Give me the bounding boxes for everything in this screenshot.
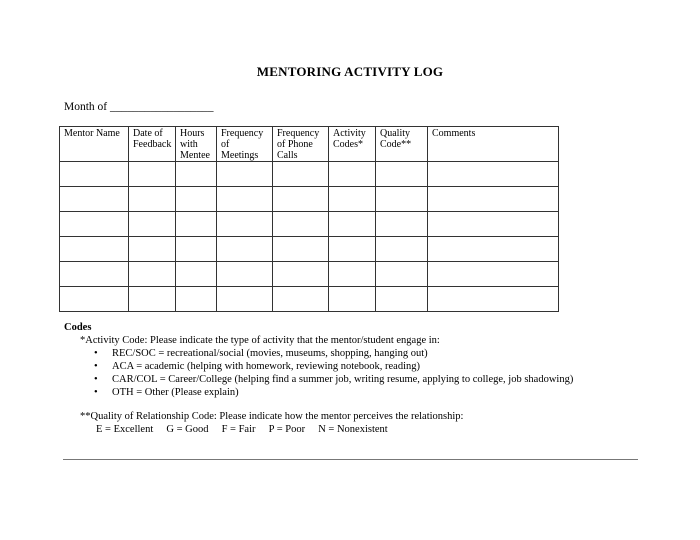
table-cell[interactable]: [176, 237, 217, 262]
table-cell[interactable]: [129, 212, 176, 237]
activity-log-table: [59, 126, 559, 312]
table-cell[interactable]: [273, 262, 329, 287]
month-field-label: Month of __________________: [64, 101, 214, 113]
table-cell[interactable]: [329, 212, 376, 237]
table-cell[interactable]: [329, 187, 376, 212]
table-cell[interactable]: [176, 162, 217, 187]
table-cell[interactable]: [273, 287, 329, 312]
table-cell[interactable]: [217, 187, 273, 212]
list-item-text: ACA = academic (helping with homework, reviewing notebook, reading): [112, 361, 421, 372]
table-cell[interactable]: [428, 212, 559, 237]
codes-section: [64, 321, 684, 436]
table-cell[interactable]: [217, 262, 273, 287]
table-cell[interactable]: [129, 262, 176, 287]
column-header-frequency-of-meetings: Frequency of Meetings: [217, 127, 273, 162]
table-row: [60, 287, 559, 312]
quality-code-scale: E = Excellent G = Good F = Fair P = Poor N = Nonexistent: [96, 424, 388, 435]
table-cell[interactable]: [217, 162, 273, 187]
list-item-text: OTH = Other (Please explain): [112, 387, 239, 398]
table-row: [60, 187, 559, 212]
table-cell[interactable]: [217, 287, 273, 312]
codes-heading: Codes: [64, 322, 92, 333]
table-cell[interactable]: [217, 237, 273, 262]
column-header-hours-with-mentee: Hours with Mentee: [176, 127, 217, 162]
table-row: [60, 212, 559, 237]
activity-code-intro: *Activity Code: Please indicate the type of activity that the mentor/student engage in:: [80, 335, 440, 346]
table-cell[interactable]: [129, 162, 176, 187]
table-cell[interactable]: [428, 187, 559, 212]
table-cell[interactable]: [176, 187, 217, 212]
footer-divider: [63, 459, 638, 460]
table-cell[interactable]: [273, 162, 329, 187]
page-title: MENTORING ACTIVITY LOG: [256, 64, 444, 79]
table-cell[interactable]: [376, 262, 428, 287]
column-header-date-of-feedback: Date of Feedback: [129, 127, 176, 162]
table-row: [60, 262, 559, 287]
table-cell[interactable]: [273, 187, 329, 212]
table-cell[interactable]: [376, 187, 428, 212]
list-item: [94, 360, 684, 373]
table-header-row: [60, 127, 559, 162]
table-cell[interactable]: [176, 287, 217, 312]
column-header-activity-codes: Activity Codes*: [329, 127, 376, 162]
table-cell[interactable]: [329, 287, 376, 312]
quality-code-intro: **Quality of Relationship Code: Please indicate how the mentor perceives the relationship:: [80, 411, 464, 422]
table-cell[interactable]: [428, 262, 559, 287]
column-header-frequency-of-phone-calls: Frequency of Phone Calls: [273, 127, 329, 162]
bullet-icon: •: [94, 374, 98, 385]
list-item-text: REC/SOC = recreational/social (movies, museums, shopping, hanging out): [112, 348, 428, 359]
list-item: [94, 347, 684, 360]
table-row: [60, 237, 559, 262]
table-cell[interactable]: [273, 212, 329, 237]
table-cell[interactable]: [428, 287, 559, 312]
activity-code-list: [64, 347, 684, 399]
table-cell[interactable]: [60, 212, 129, 237]
bullet-icon: •: [94, 361, 98, 372]
table-cell[interactable]: [273, 237, 329, 262]
table-row: [60, 162, 559, 187]
table-cell[interactable]: [129, 187, 176, 212]
column-header-quality-code: Quality Code**: [376, 127, 428, 162]
bullet-icon: •: [94, 348, 98, 359]
table-cell[interactable]: [376, 162, 428, 187]
bullet-icon: •: [94, 387, 98, 398]
table-cell[interactable]: [376, 237, 428, 262]
column-header-comments: Comments: [428, 127, 559, 162]
table-cell[interactable]: [129, 237, 176, 262]
table-cell[interactable]: [176, 212, 217, 237]
table-cell[interactable]: [60, 262, 129, 287]
table-cell[interactable]: [428, 162, 559, 187]
table-cell[interactable]: [376, 212, 428, 237]
table-cell[interactable]: [376, 287, 428, 312]
table-cell[interactable]: [329, 262, 376, 287]
list-item: [94, 386, 684, 399]
table-cell[interactable]: [60, 237, 129, 262]
list-item: [94, 373, 684, 386]
table-cell[interactable]: [60, 162, 129, 187]
table-cell[interactable]: [176, 262, 217, 287]
table-cell[interactable]: [428, 237, 559, 262]
table-cell[interactable]: [329, 162, 376, 187]
table-cell[interactable]: [329, 237, 376, 262]
list-item-text: CAR/COL = Career/College (helping find a summer job, writing resume, applying to college, job shadowing): [112, 374, 574, 385]
table-cell[interactable]: [129, 287, 176, 312]
table-cell[interactable]: [60, 287, 129, 312]
table-cell[interactable]: [217, 212, 273, 237]
table-cell[interactable]: [60, 187, 129, 212]
column-header-mentor-name: Mentor Name: [60, 127, 129, 162]
